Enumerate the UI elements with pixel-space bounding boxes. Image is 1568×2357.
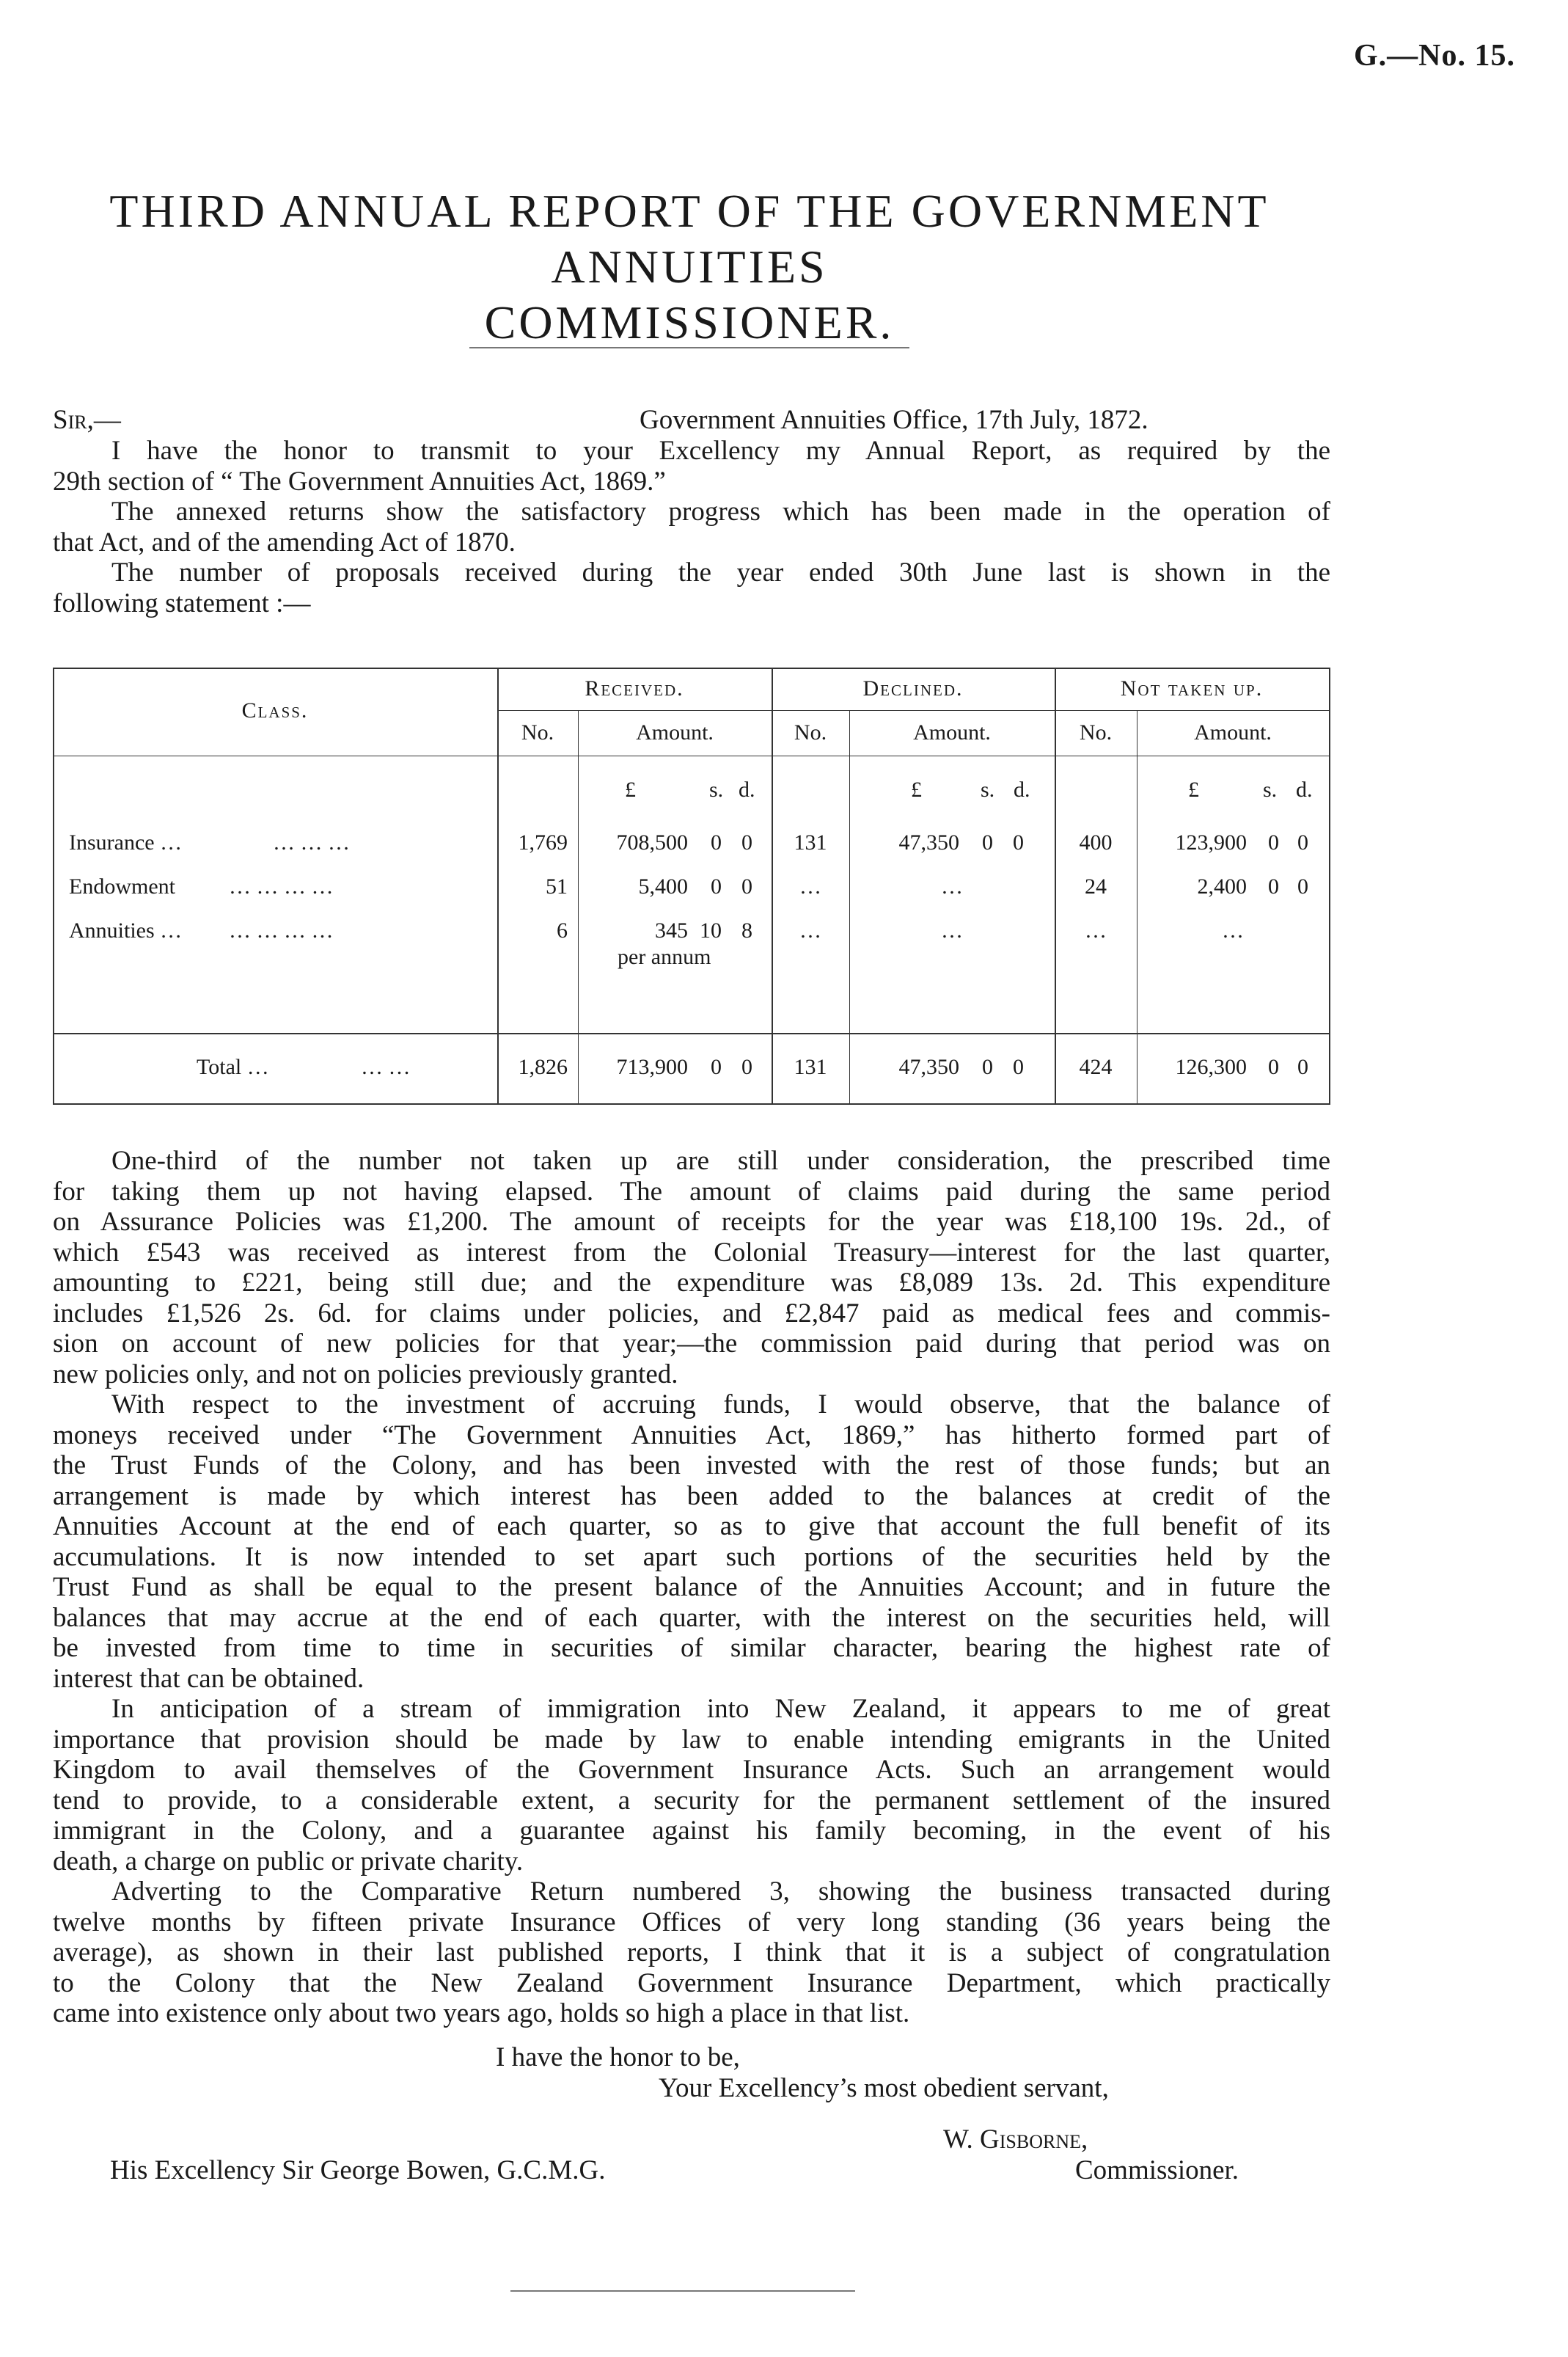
para7-line: came into existence only about two years ago, holds so high a place in that list. [53, 1998, 910, 2028]
page-identifier: G.—No. 15. [1354, 39, 1515, 73]
nt-d: 0 [1297, 830, 1308, 855]
rec-note: per annum [618, 945, 711, 969]
sub-received-amount: Amount. [636, 720, 714, 745]
para6-line: tend to provide, to a considerable extent, a security for the permanent settlement of the insured [53, 1785, 1330, 1816]
footer-divider [510, 2290, 855, 2292]
total-nt-amt: 126,300 [1175, 1055, 1247, 1079]
signature-name: W. Gisborne, [943, 2124, 1088, 2155]
para7-line: Adverting to the Comparative Return numbered 3, showing the business transacted during [111, 1877, 1330, 1907]
header-not-taken-up: Not taken up. [1120, 676, 1264, 701]
currency-d-dec: d. [1014, 778, 1030, 802]
dec-s: 0 [982, 830, 993, 855]
para6-line: immigrant in the Colony, and a guarantee against his family becoming, in the event of his [53, 1816, 1330, 1846]
paragraph-1 [53, 436, 1330, 497]
dec-no: 131 [794, 830, 827, 855]
total-rec-d: 0 [741, 1055, 752, 1079]
rec-amt: 708,500 [616, 830, 688, 855]
total-dec-amt: 47,350 [898, 1055, 959, 1079]
rec-d: 0 [741, 874, 752, 899]
para4-line: for taking them up not having elapsed. The amount of claims paid during the same period [53, 1176, 1330, 1207]
rec-amt: 345 [655, 918, 688, 943]
currency-s-rec: s. [709, 778, 724, 802]
nt-amt: … [1222, 918, 1244, 943]
row-label: Endowment [69, 874, 175, 899]
rec-s: 10 [700, 918, 722, 943]
signature-title: Commissioner. [1075, 2155, 1239, 2185]
para3-line-2: following statement :— [53, 588, 311, 618]
sub-nt-no: No. [1079, 720, 1113, 745]
rec-no: 51 [546, 874, 568, 899]
currency-d-nt: d. [1296, 778, 1313, 802]
para5-line: be invested from time to time in securities of similar character, bearing the highest rate of [53, 1633, 1330, 1663]
para7-line: average), as shown in their last published reports, I think that it is a subject of congratulation [53, 1937, 1330, 1967]
dec-amt: … [941, 918, 963, 943]
total-rec-s: 0 [711, 1055, 722, 1079]
para7-line: to the Colony that the New Zealand Government Insurance Department, which practically [53, 1967, 1330, 1998]
total-dots: … … [361, 1055, 411, 1079]
para4-line: new policies only, and not on policies previously granted. [53, 1359, 678, 1389]
dec-d: 0 [1013, 830, 1024, 855]
dec-no: … [799, 874, 821, 899]
para4-line: includes £1,526 2s. 6d. for claims under policies, and £2,847 paid as medical fees and commis- [53, 1298, 1330, 1329]
rec-no: 6 [557, 918, 568, 943]
dec-amt: … [941, 874, 963, 899]
rec-amt: 5,400 [638, 874, 688, 899]
paragraph-7 [53, 1877, 1330, 2029]
para1-line-2: 29th section of “ The Government Annuities Act, 1869.” [53, 466, 666, 497]
para6-line: death, a charge on public or private charity. [53, 1846, 524, 1877]
sub-received-no: No. [521, 720, 554, 745]
sub-declined-amount: Amount. [913, 720, 991, 745]
para5-line: arrangement is made by which interest has been added to the balances at credit of the [53, 1480, 1330, 1511]
rec-s: 0 [711, 874, 722, 899]
salutation: Sir,— [53, 405, 121, 435]
rec-no: 1,769 [518, 830, 568, 855]
para5-line: With respect to the investment of accruing funds, I would observe, that the balance of [111, 1389, 1330, 1419]
closing-line-2: Your Excellency’s most obedient servant, [659, 2073, 1109, 2103]
para5-line: the Trust Funds of the Colony, and has been invested with the rest of those funds; but an [53, 1450, 1330, 1480]
sub-nt-amount: Amount. [1194, 720, 1272, 745]
nt-no: 400 [1079, 830, 1113, 855]
para4-line: sion on account of new policies for that year;—the commission paid during that period was on [53, 1329, 1330, 1359]
title-line-1: THIRD ANNUAL REPORT OF THE GOVERNMENT ANNUITIES [109, 185, 1270, 293]
para5-line: interest that can be obtained. [53, 1663, 364, 1694]
proposals-table [53, 668, 1330, 1108]
rec-d: 0 [741, 830, 752, 855]
nt-s: 0 [1268, 830, 1279, 855]
header-class: Class. [241, 698, 309, 723]
nt-no: 24 [1085, 874, 1107, 899]
para4-line: One-third of the number not taken up are still under consideration, the prescribed time [111, 1146, 1330, 1176]
total-dec-no: 131 [794, 1055, 827, 1079]
currency-s-nt: s. [1263, 778, 1278, 802]
row-dots: … … … … [229, 874, 334, 899]
para3-line-1: The number of proposals received during the year ended 30th June last is shown in the [111, 558, 1330, 588]
para5-line: Trust Fund as shall be equal to the present balance of the Annuities Account; and in future the [53, 1572, 1330, 1602]
para4-line: amounting to £221, being still due; and the expenditure was £8,089 13s. 2d. This expenditure [53, 1268, 1330, 1298]
currency-pound-nt: £ [1188, 778, 1199, 802]
paragraph-6 [53, 1694, 1330, 1877]
rec-d: 8 [741, 918, 752, 943]
nt-no: … [1085, 918, 1107, 943]
rec-s: 0 [711, 830, 722, 855]
para6-line: In anticipation of a stream of immigration into New Zealand, it appears to me of great [111, 1694, 1330, 1724]
para5-line: Annuities Account at the end of each quarter, so as to give that account the full benefit of its [53, 1511, 1330, 1541]
total-nt-s: 0 [1268, 1055, 1279, 1079]
currency-pound-rec: £ [625, 778, 636, 802]
currency-s-dec: s. [981, 778, 995, 802]
total-nt-d: 0 [1297, 1055, 1308, 1079]
para2-line-1: The annexed returns show the satisfactory progress which has been made in the operation of [111, 497, 1330, 527]
dec-amt: 47,350 [898, 830, 959, 855]
title-divider [469, 347, 909, 348]
paragraph-4 [53, 1146, 1330, 1389]
para5-line: balances that may accrue at the end of each quarter, with the interest on the securities held, will [53, 1602, 1330, 1633]
para2-line-2: that Act, and of the amending Act of 1870. [53, 527, 516, 558]
para7-line: twelve months by fifteen private Insurance Offices of very long standing (36 years being the [53, 1907, 1330, 1937]
dec-no: … [799, 918, 821, 943]
paragraph-3 [53, 558, 1330, 618]
row-dots: … … … [273, 830, 350, 855]
currency-d-rec: d. [739, 778, 755, 802]
paragraph-5 [53, 1389, 1330, 1694]
row-label: Annuities … [69, 918, 183, 943]
para4-line: which £543 was received as interest from the Colonial Treasury—interest for the last quarter, [53, 1237, 1330, 1268]
sub-declined-no: No. [794, 720, 827, 745]
row-label: Insurance … [69, 830, 183, 855]
para4-line: on Assurance Policies was £1,200. The amount of receipts for the year was £18,100 19s. 2d., of [53, 1207, 1330, 1237]
para5-line: moneys received under “The Government Annuities Act, 1869,” has hitherto formed part of [53, 1419, 1330, 1450]
paragraph-2 [53, 497, 1330, 558]
currency-pound-dec: £ [911, 778, 922, 802]
nt-amt: 2,400 [1197, 874, 1247, 899]
closing-line-1: I have the honor to be, [496, 2042, 740, 2072]
para5-line: accumulations. It is now intended to set apart such portions of the securities held by the [53, 1541, 1330, 1572]
title-line-2: COMMISSIONER. [484, 296, 895, 348]
total-dec-d: 0 [1013, 1055, 1024, 1079]
para6-line: Kingdom to avail themselves of the Government Insurance Acts. Such an arrangement would [53, 1755, 1330, 1785]
nt-s: 0 [1268, 874, 1279, 899]
nt-amt: 123,900 [1175, 830, 1247, 855]
header-declined: Declined. [862, 676, 964, 701]
total-nt-no: 424 [1079, 1055, 1113, 1079]
total-rec-no: 1,826 [518, 1055, 568, 1079]
nt-d: 0 [1297, 874, 1308, 899]
total-label: Total … [197, 1055, 269, 1079]
report-title [44, 183, 1335, 351]
para1-line-1: I have the honor to transmit to your Excellency my Annual Report, as required by the [111, 436, 1330, 466]
addressee: His Excellency Sir George Bowen, G.C.M.G. [110, 2155, 606, 2185]
header-received: Received. [585, 676, 684, 701]
place-date: Government Annuities Office, 17th July, 1872. [640, 405, 1148, 435]
para6-line: importance that provision should be made by law to enable intending emigrants in the United [53, 1724, 1330, 1755]
total-rec-amt: 713,900 [616, 1055, 688, 1079]
total-dec-s: 0 [982, 1055, 993, 1079]
row-dots: … … … … [229, 918, 334, 943]
